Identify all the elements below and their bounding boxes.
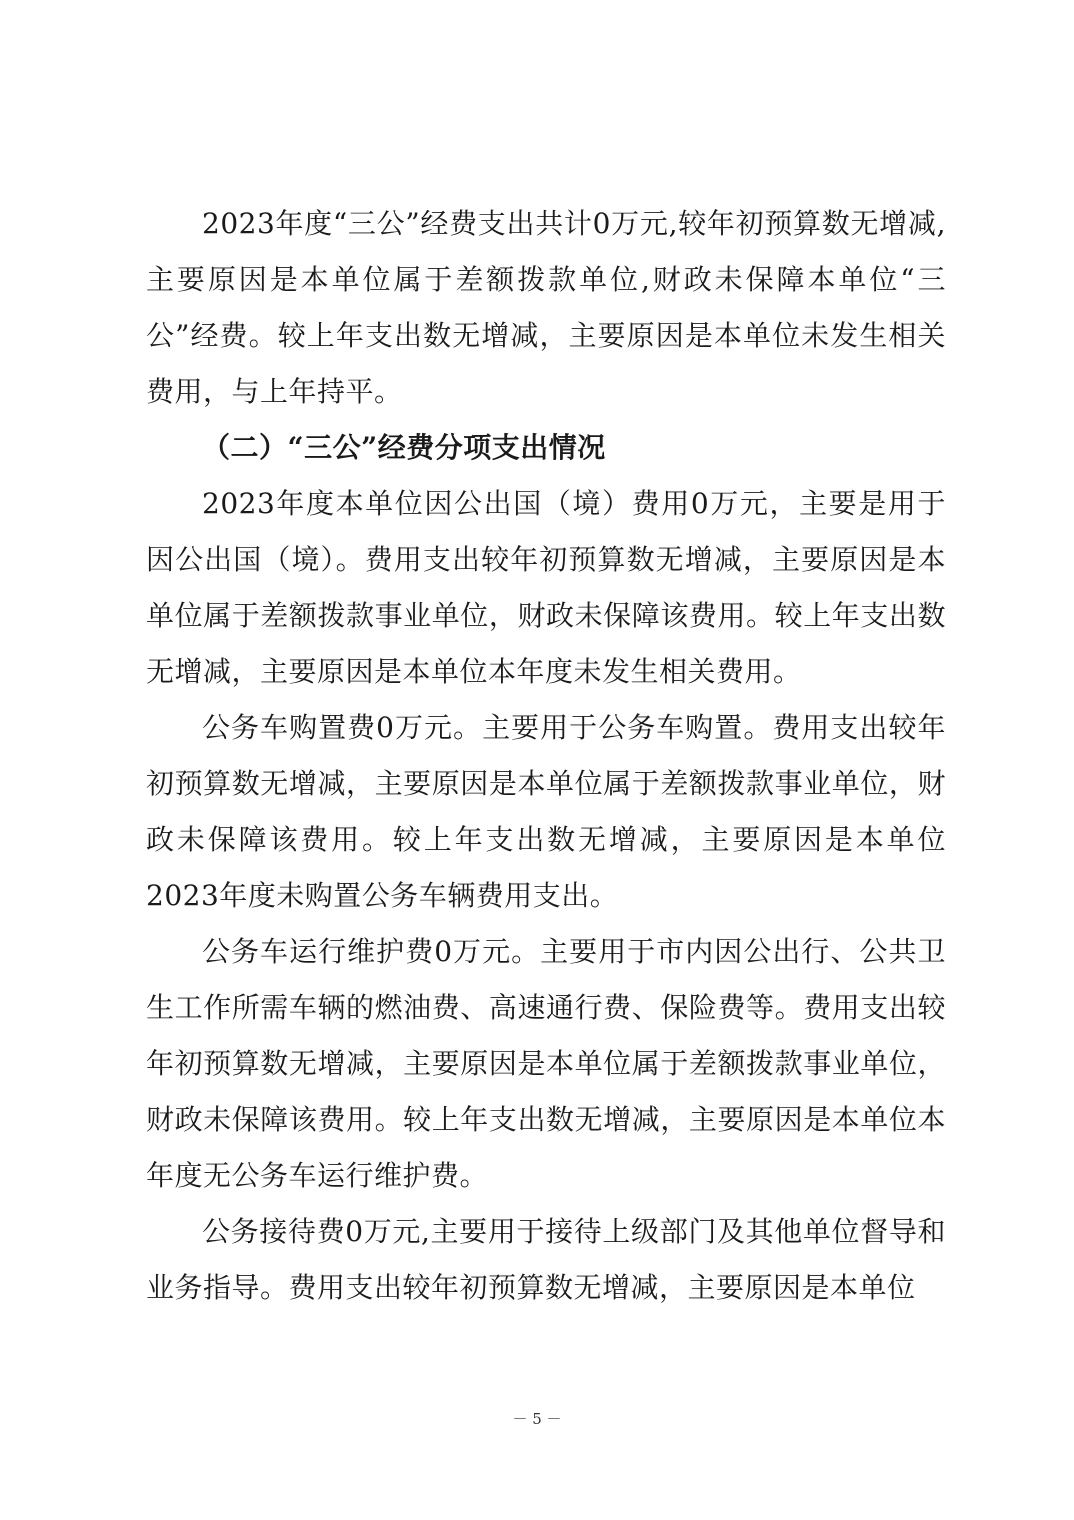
page-number: － 5 － [512, 1410, 562, 1428]
paragraph-total-expense: 2023年度“三公”经费支出共计0万元,较年初预算数无增减,主要原因是本单位属于差额拨款单位,财政未保障本单位“三公”经费。较上年支出数无增减，主要原因是本单位未发生相关费用，与上年持平。 [146, 207, 946, 408]
paragraph-reception-expense: 公务接待费0万元,主要用于接待上级部门及其他单位督导和业务指导。费用支出较年初预算数无增减，主要原因是本单位 [146, 1215, 946, 1304]
paragraph-overseas-travel: 2023年度本单位因公出国（境）费用0万元，主要是用于因公出国（境）。费用支出较年初预算数无增减，主要原因是本单位属于差额拨款事业单位，财政未保障该费用。较上年支出数无增减，主要原因是本单位本年度未发生相关费用。 [146, 487, 946, 688]
section-heading-itemized-expenses: （二）“三公”经费分项支出情况 [202, 431, 606, 464]
paragraph-vehicle-maintenance: 公务车运行维护费0万元。主要用于市内因公出行、公共卫生工作所需车辆的燃油费、高速通行费、保险费等。费用支出较年初预算数无增减，主要原因是本单位属于差额拨款事业单位，财政未保障该费用。较上年支出数无增减，主要原因是本单位本年度无公务车运行维护费。 [146, 935, 946, 1192]
paragraph-vehicle-purchase: 公务车购置费0万元。主要用于公务车购置。费用支出较年初预算数无增减，主要原因是本单位属于差额拨款事业单位，财政未保障该费用。较上年支出数无增减，主要原因是本单位2023年度未购置公务车辆费用支出。 [146, 711, 946, 912]
document-body [146, 196, 946, 1316]
